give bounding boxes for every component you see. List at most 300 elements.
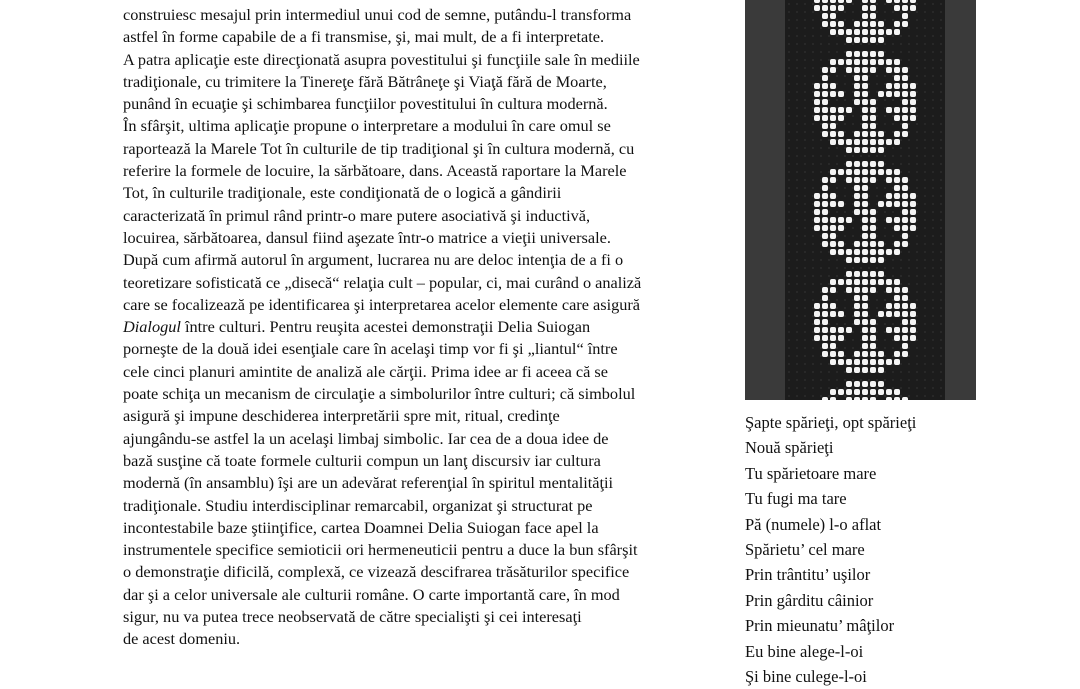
bead-texture xyxy=(812,243,814,245)
bead xyxy=(902,303,908,309)
bead-texture xyxy=(804,323,806,325)
bead-texture xyxy=(884,387,886,389)
bead-texture xyxy=(868,227,870,229)
bead-texture xyxy=(796,347,798,349)
bead-texture xyxy=(796,227,798,229)
article-line xyxy=(123,517,723,539)
bead-texture xyxy=(908,243,910,245)
article-line xyxy=(123,227,723,249)
bead-texture xyxy=(908,379,910,381)
bead xyxy=(886,397,892,400)
bead xyxy=(886,279,892,285)
bead xyxy=(838,107,844,113)
bead-texture xyxy=(908,235,910,237)
bead-texture xyxy=(820,291,822,293)
bead-texture xyxy=(844,219,846,221)
bead-texture xyxy=(796,139,798,141)
bead-texture xyxy=(804,51,806,53)
bead-texture xyxy=(924,259,926,261)
bead xyxy=(846,381,852,387)
bead-texture xyxy=(916,291,918,293)
article-line-text: referire la formele de locuire, la sărbătoare, dans. Această raportare la Marele xyxy=(123,161,627,181)
bead xyxy=(822,233,828,239)
bead-texture xyxy=(924,339,926,341)
bead xyxy=(830,351,836,357)
bead-texture xyxy=(876,123,878,125)
bead-texture xyxy=(836,59,838,61)
bead-texture xyxy=(916,163,918,165)
bead-texture xyxy=(884,131,886,133)
article-line xyxy=(123,272,723,294)
bead-texture xyxy=(788,371,790,373)
bead xyxy=(886,287,892,293)
bead-texture xyxy=(892,67,894,69)
bead-texture xyxy=(932,235,934,237)
bead xyxy=(814,225,820,231)
bead xyxy=(878,29,884,35)
bead-texture xyxy=(932,75,934,77)
bead-texture xyxy=(836,203,838,205)
bead-texture xyxy=(876,283,878,285)
bead-texture xyxy=(908,27,910,29)
bead xyxy=(894,169,900,175)
bead-texture xyxy=(900,339,902,341)
bead-texture xyxy=(876,203,878,205)
bead-texture xyxy=(940,219,942,221)
bead-texture xyxy=(884,83,886,85)
bead xyxy=(822,217,828,223)
bead-texture xyxy=(788,11,790,13)
bead-texture xyxy=(852,163,854,165)
bead xyxy=(862,257,868,263)
bead xyxy=(870,131,876,137)
bead-texture xyxy=(844,107,846,109)
bead-texture xyxy=(932,43,934,45)
bead-texture xyxy=(836,243,838,245)
bead-texture xyxy=(860,203,862,205)
bead-texture xyxy=(908,355,910,357)
bead-texture xyxy=(852,307,854,309)
beadwork-pattern xyxy=(745,0,976,400)
bead xyxy=(862,201,868,207)
bead-texture xyxy=(892,219,894,221)
bead-texture xyxy=(844,283,846,285)
bead-texture xyxy=(924,387,926,389)
bead xyxy=(862,335,868,341)
bead xyxy=(838,351,844,357)
bead-texture xyxy=(828,91,830,93)
bead-texture xyxy=(876,211,878,213)
bead-texture xyxy=(828,59,830,61)
bead-texture xyxy=(892,243,894,245)
bead-texture xyxy=(924,347,926,349)
bead xyxy=(814,217,820,223)
article-line-text: tradiţionale. Studiu interdisciplinar remarcabil, organizat şi structurat pe xyxy=(123,495,593,515)
bead-texture xyxy=(812,291,814,293)
bead-texture xyxy=(820,91,822,93)
article-line xyxy=(123,49,723,71)
bead-texture xyxy=(844,123,846,125)
bead-texture xyxy=(796,115,798,117)
bead-texture xyxy=(924,283,926,285)
bead xyxy=(902,99,908,105)
bead-texture xyxy=(932,195,934,197)
bead-texture xyxy=(804,259,806,261)
bead-texture xyxy=(916,283,918,285)
bead-texture xyxy=(940,339,942,341)
bead xyxy=(862,193,868,199)
bead-texture xyxy=(932,147,934,149)
bead-texture xyxy=(828,123,830,125)
bead-texture xyxy=(844,91,846,93)
bead-texture xyxy=(820,363,822,365)
bead xyxy=(854,279,860,285)
bead-texture xyxy=(836,259,838,261)
bead-texture xyxy=(796,131,798,133)
bead-texture xyxy=(900,195,902,197)
bead-texture xyxy=(876,131,878,133)
bead-texture xyxy=(924,139,926,141)
bead-texture xyxy=(932,163,934,165)
bead-texture xyxy=(900,315,902,317)
bead-texture xyxy=(796,59,798,61)
bead-texture xyxy=(844,67,846,69)
bead xyxy=(822,115,828,121)
bead xyxy=(862,131,868,137)
bead-texture xyxy=(812,43,814,45)
article-line xyxy=(123,495,723,517)
bead xyxy=(854,381,860,387)
bead xyxy=(854,37,860,43)
bead-texture xyxy=(804,347,806,349)
bead-texture xyxy=(940,99,942,101)
bead-texture xyxy=(804,59,806,61)
bead xyxy=(870,209,876,215)
bead-texture xyxy=(828,27,830,29)
bead xyxy=(902,343,908,349)
bead-texture xyxy=(804,283,806,285)
bead xyxy=(910,107,916,113)
bead-texture xyxy=(868,187,870,189)
bead xyxy=(822,21,828,27)
bead-texture xyxy=(908,219,910,221)
bead-texture xyxy=(820,51,822,53)
bead-texture xyxy=(932,107,934,109)
bead-texture xyxy=(836,299,838,301)
bead-texture xyxy=(860,107,862,109)
bead-texture xyxy=(908,67,910,69)
bead-texture xyxy=(940,139,942,141)
bead xyxy=(878,161,884,167)
bead-texture xyxy=(900,283,902,285)
bead-texture xyxy=(804,163,806,165)
bead-texture xyxy=(796,187,798,189)
bead-texture xyxy=(868,67,870,69)
bead xyxy=(870,217,876,223)
article-line xyxy=(123,450,723,472)
bead-texture xyxy=(804,131,806,133)
bead xyxy=(870,233,876,239)
bead-texture xyxy=(932,59,934,61)
bead-texture xyxy=(860,131,862,133)
bead-texture xyxy=(812,235,814,237)
bead-texture xyxy=(916,243,918,245)
bead-texture xyxy=(908,139,910,141)
bead xyxy=(886,359,892,365)
bead-texture xyxy=(940,291,942,293)
bead-texture xyxy=(860,11,862,13)
bead-texture xyxy=(892,227,894,229)
bead xyxy=(830,343,836,349)
bead xyxy=(894,287,900,293)
bead-texture xyxy=(852,187,854,189)
bead-texture xyxy=(868,131,870,133)
bead xyxy=(838,311,844,317)
bead-texture xyxy=(868,107,870,109)
bead-texture xyxy=(940,355,942,357)
bead-texture xyxy=(868,163,870,165)
bead xyxy=(894,139,900,145)
bead xyxy=(854,131,860,137)
bead-texture xyxy=(940,179,942,181)
bead-texture xyxy=(892,123,894,125)
bead-texture xyxy=(828,67,830,69)
bead-texture xyxy=(876,115,878,117)
bead xyxy=(886,59,892,65)
bead xyxy=(862,241,868,247)
bead-texture xyxy=(844,211,846,213)
bead-texture xyxy=(828,379,830,381)
bead-texture xyxy=(812,131,814,133)
bead-texture xyxy=(900,379,902,381)
bead-texture xyxy=(860,291,862,293)
bead-texture xyxy=(916,123,918,125)
bead xyxy=(870,5,876,11)
bead xyxy=(878,367,884,373)
bead-texture xyxy=(868,347,870,349)
bead-texture xyxy=(788,179,790,181)
bead-texture xyxy=(884,227,886,229)
bead-texture xyxy=(916,59,918,61)
bead-texture xyxy=(828,323,830,325)
bead xyxy=(878,59,884,65)
bead xyxy=(862,295,868,301)
bead-texture xyxy=(908,371,910,373)
bead-texture xyxy=(820,3,822,5)
bead xyxy=(814,5,820,11)
bead xyxy=(822,343,828,349)
bead-texture xyxy=(900,371,902,373)
bead-texture xyxy=(932,179,934,181)
bead xyxy=(886,217,892,223)
bead-texture xyxy=(844,251,846,253)
bead xyxy=(886,327,892,333)
bead-texture xyxy=(884,371,886,373)
bead xyxy=(862,139,868,145)
bead xyxy=(830,0,836,3)
bead-texture xyxy=(788,131,790,133)
bead-texture xyxy=(916,171,918,173)
bead-texture xyxy=(796,3,798,5)
bead-texture xyxy=(804,379,806,381)
bead-texture xyxy=(828,299,830,301)
bead-texture xyxy=(820,11,822,13)
bead-texture xyxy=(892,171,894,173)
bead-texture xyxy=(836,35,838,37)
bead xyxy=(822,319,828,325)
bead xyxy=(902,13,908,19)
bead-texture xyxy=(860,355,862,357)
bead xyxy=(870,367,876,373)
bead-texture xyxy=(860,91,862,93)
bead-texture xyxy=(812,211,814,213)
bead-texture xyxy=(788,59,790,61)
bead-texture xyxy=(932,355,934,357)
bead xyxy=(830,201,836,207)
bead-texture xyxy=(852,107,854,109)
bead xyxy=(814,303,820,309)
bead-texture xyxy=(796,291,798,293)
bead xyxy=(862,351,868,357)
bead xyxy=(830,217,836,223)
bead-texture xyxy=(932,99,934,101)
bead xyxy=(838,21,844,27)
article-line-text: de acest domeniu. xyxy=(123,629,241,649)
bead-texture xyxy=(868,355,870,357)
bead xyxy=(862,169,868,175)
article-body xyxy=(123,4,723,651)
bead xyxy=(862,327,868,333)
bead-texture xyxy=(876,155,878,157)
bead-texture xyxy=(860,251,862,253)
bead-texture xyxy=(900,179,902,181)
bead-texture xyxy=(860,3,862,5)
bead xyxy=(830,83,836,89)
bead-texture xyxy=(940,211,942,213)
bead-texture xyxy=(844,339,846,341)
bead xyxy=(862,389,868,395)
bead xyxy=(854,201,860,207)
bead-texture xyxy=(884,219,886,221)
bead xyxy=(902,225,908,231)
bead-texture xyxy=(788,395,790,397)
bead-texture xyxy=(820,355,822,357)
bead xyxy=(870,99,876,105)
bead-texture xyxy=(868,251,870,253)
bead-texture xyxy=(844,187,846,189)
bead-texture xyxy=(916,219,918,221)
article-line-text: construiesc mesajul prin intermediul unui cod de semne, putându-l transforma xyxy=(123,5,632,24)
bead-texture xyxy=(932,363,934,365)
bead-texture xyxy=(828,211,830,213)
bead xyxy=(846,367,852,373)
bead-texture xyxy=(804,171,806,173)
article-line xyxy=(123,93,723,115)
bead-texture xyxy=(884,115,886,117)
bead-texture xyxy=(868,339,870,341)
bead-texture xyxy=(836,19,838,21)
bead-texture xyxy=(812,91,814,93)
bead-texture xyxy=(924,51,926,53)
bead-texture xyxy=(932,155,934,157)
bead xyxy=(814,0,820,3)
bead xyxy=(862,311,868,317)
bead-texture xyxy=(836,339,838,341)
bead-texture xyxy=(828,355,830,357)
bead-texture xyxy=(788,155,790,157)
bead xyxy=(822,99,828,105)
bead-texture xyxy=(852,19,854,21)
bead-texture xyxy=(868,323,870,325)
bead-texture xyxy=(844,131,846,133)
bead-texture xyxy=(916,267,918,269)
bead-texture xyxy=(868,115,870,117)
bead-texture xyxy=(876,339,878,341)
bead-texture xyxy=(900,67,902,69)
bead xyxy=(814,115,820,121)
bead-texture xyxy=(868,35,870,37)
bead-texture xyxy=(868,51,870,53)
bead xyxy=(870,169,876,175)
bead-texture xyxy=(868,387,870,389)
bead-texture xyxy=(940,283,942,285)
bead-texture xyxy=(932,83,934,85)
article-line xyxy=(123,584,723,606)
bead-texture xyxy=(828,155,830,157)
bead-texture xyxy=(860,299,862,301)
bead xyxy=(910,193,916,199)
bead-texture xyxy=(916,275,918,277)
bead xyxy=(838,389,844,395)
bead xyxy=(814,319,820,325)
bead-texture xyxy=(788,27,790,29)
bead xyxy=(862,147,868,153)
bead-texture xyxy=(900,139,902,141)
bead-texture xyxy=(852,267,854,269)
bead xyxy=(822,335,828,341)
bead-texture xyxy=(900,387,902,389)
bead-texture xyxy=(868,267,870,269)
article-line xyxy=(123,71,723,93)
bead-texture xyxy=(908,267,910,269)
bead-texture xyxy=(884,147,886,149)
bead xyxy=(822,225,828,231)
bead-texture xyxy=(916,339,918,341)
bead-texture xyxy=(844,275,846,277)
bead-texture xyxy=(812,315,814,317)
bead xyxy=(846,217,852,223)
bead-texture xyxy=(820,147,822,149)
bead xyxy=(838,217,844,223)
bead-texture xyxy=(868,3,870,5)
article-line xyxy=(123,26,723,48)
bead-texture xyxy=(900,91,902,93)
bead-texture xyxy=(916,195,918,197)
bead-texture xyxy=(860,171,862,173)
bead xyxy=(870,279,876,285)
bead xyxy=(886,249,892,255)
bead-texture xyxy=(892,379,894,381)
bead xyxy=(862,161,868,167)
bead-texture xyxy=(924,43,926,45)
bead-texture xyxy=(908,59,910,61)
bead-texture xyxy=(916,387,918,389)
bead xyxy=(894,311,900,317)
bead-texture xyxy=(812,227,814,229)
bead-texture xyxy=(812,67,814,69)
bead-texture xyxy=(820,115,822,117)
bead-texture xyxy=(908,251,910,253)
